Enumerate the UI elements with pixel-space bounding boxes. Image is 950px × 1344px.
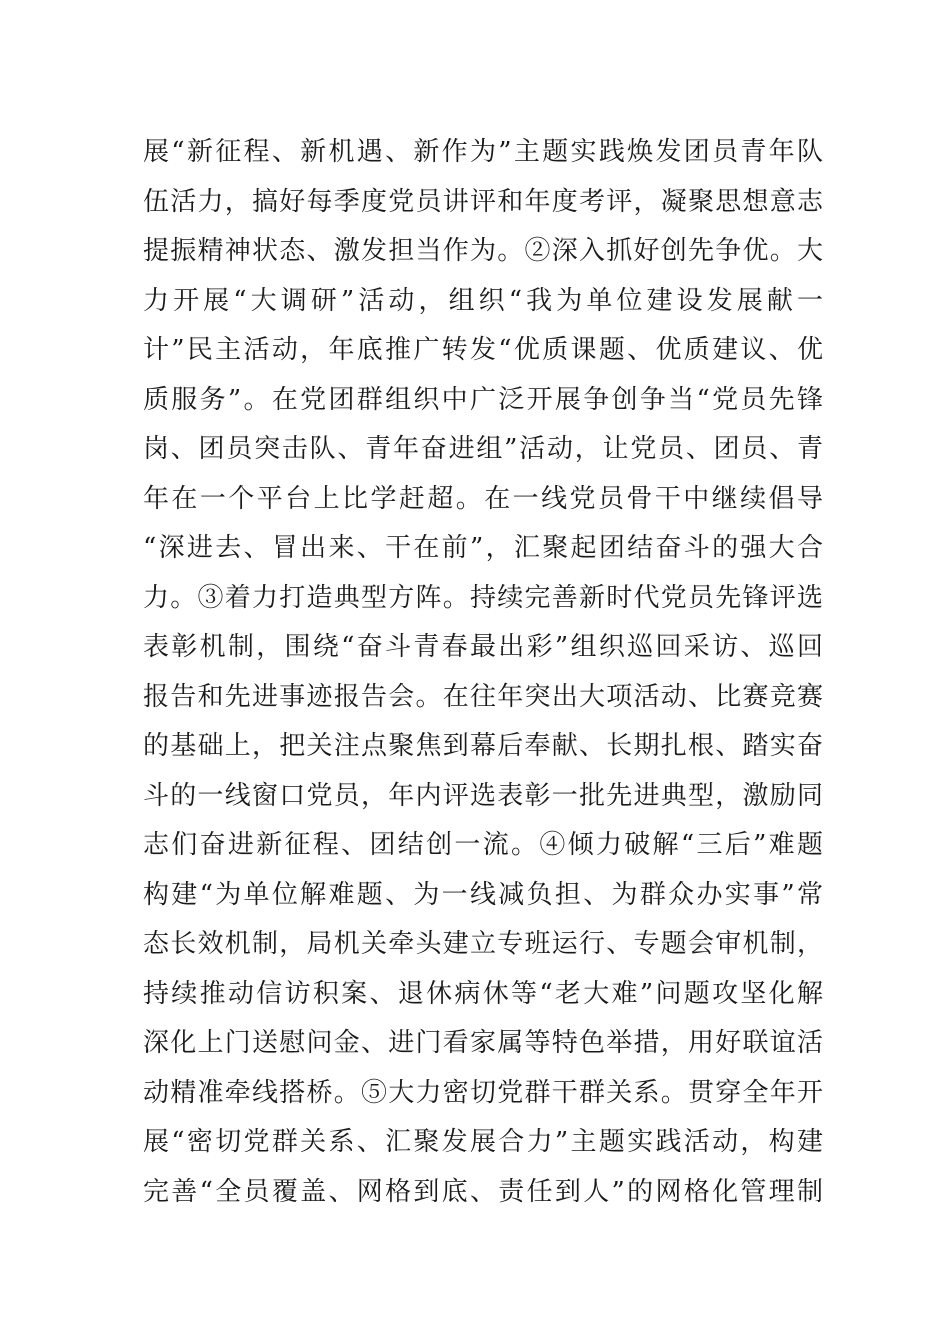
text-line: 志们奋进新征程、团结创一流。④倾力破解“三后”难题 — [143, 830, 823, 860]
text-line: 质服务”。在党团群组织中广泛开展争创争当“党员先锋 — [143, 384, 823, 415]
text-line: 构建“为单位解难题、为一线减负担、为群众办实事”常 — [143, 879, 823, 910]
text-line: 提振精神状态、激发担当作为。②深入抓好创先争优。大 — [143, 236, 823, 266]
text-line: 的基础上，把关注点聚焦到幕后奉献、长期扎根、踏实奋 — [143, 731, 823, 761]
text-line: 报告和先进事迹报告会。在往年突出大项活动、比赛竞赛 — [143, 681, 823, 712]
text-line: 年在一个平台上比学赶超。在一线党员骨干中继续倡导 — [143, 483, 823, 514]
text-line: 展“密切党群关系、汇聚发展合力”主题实践活动，构建 — [143, 1127, 823, 1157]
text-line: 展“新征程、新机遇、新作为”主题实践焕发团员青年队 — [143, 137, 823, 167]
text-line: 力。③着力打造典型方阵。持续完善新时代党员先锋评选 — [143, 582, 823, 613]
text-line: 斗的一线窗口党员，年内评选表彰一批先进典型，激励同 — [143, 780, 823, 811]
text-line: 动精准牵线搭桥。⑤大力密切党群干群关系。贯穿全年开 — [143, 1077, 823, 1108]
text-line: 态长效机制，局机关牵头建立专班运行、专题会审机制， — [143, 929, 823, 959]
text-line: 力开展“大调研”活动，组织“我为单位建设发展献一 — [143, 285, 823, 316]
text-line: “深进去、冒出来、干在前”，汇聚起团结奋斗的强大合 — [143, 533, 823, 563]
text-line: 岗、团员突击队、青年奋进组”活动，让党员、团员、青 — [143, 434, 823, 464]
text-line: 持续推动信访积案、退休病休等“老大难”问题攻坚化解 — [143, 978, 823, 1009]
text-line: 表彰机制，围绕“奋斗青春最出彩”组织巡回采访、巡回 — [143, 632, 823, 662]
body-text — [143, 128, 823, 1217]
text-line: 计”民主活动，年底推广转发“优质课题、优质建议、优 — [143, 335, 823, 365]
text-line: 伍活力，搞好每季度党员讲评和年度考评，凝聚思想意志 — [143, 186, 823, 217]
text-line: 深化上门送慰问金、进门看家属等特色举措，用好联谊活 — [143, 1028, 823, 1058]
text-line: 完善“全员覆盖、网格到底、责任到人”的网格化管理制 — [143, 1176, 823, 1207]
